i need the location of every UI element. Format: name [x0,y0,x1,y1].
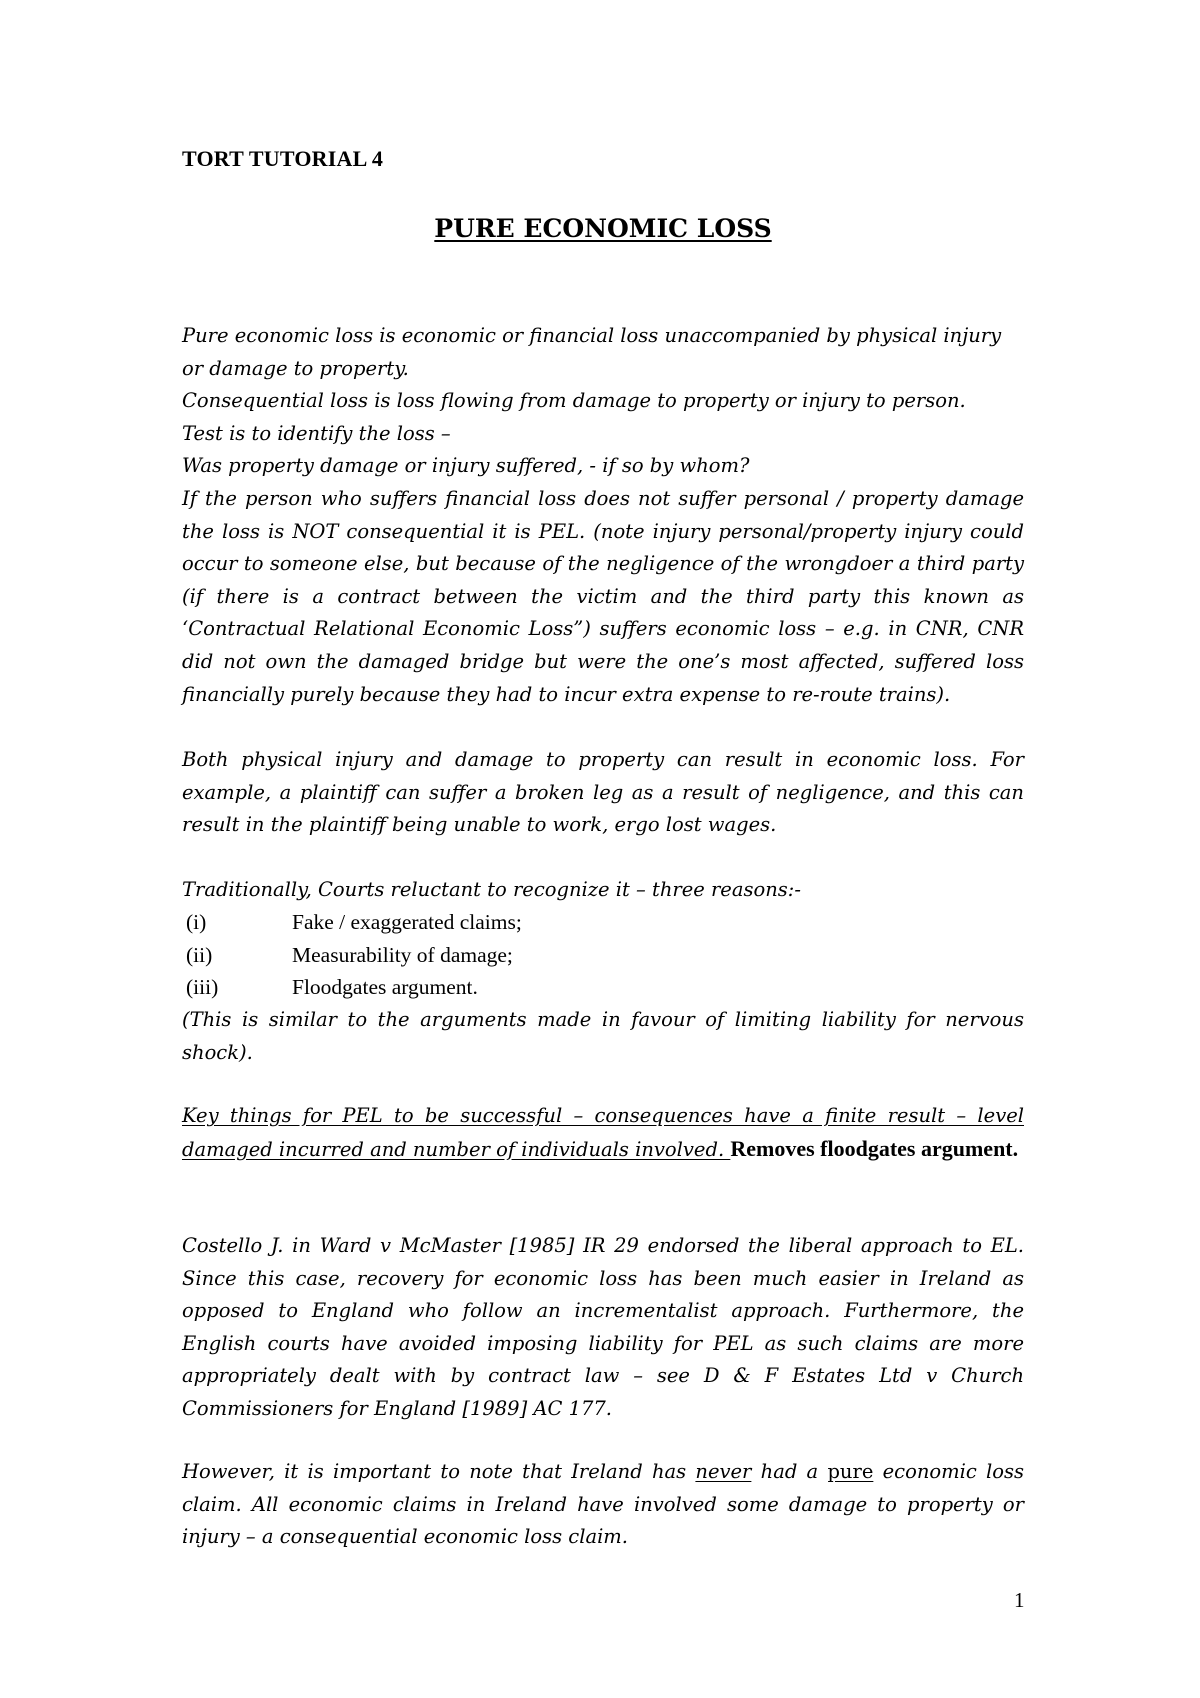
list-item [182,939,1024,972]
list-item [182,971,1024,1004]
costello-paragraph: Costello J. in Ward v McMaster [1985] IR 29 endorsed the liberal approach to EL. Since this case, recovery for economic loss has been much easier in Ireland as opposed to England who follow an incrementalist approach. Furthermore, the English courts have avoided imposing liability for PEL as such claims are more appropriately dealt with by contract law – see D & F Estates Ltd v Church Commissioners for England [1989] AC 177. [182,1234,1024,1420]
list-item-text: Measurability of damage; [292,942,513,967]
however-paragraph [182,1456,1024,1554]
list-item-text: Fake / exaggerated claims; [292,910,522,934]
key-things-block [182,1100,1024,1166]
tutorial-header: TORT TUTORIAL 4 [182,146,384,171]
however-pure: pure [827,1460,874,1483]
intro-line-1: Pure economic loss is economic or financial loss unaccompanied by physical injury [182,324,1002,347]
however-part-3: economic loss claim. All economic claims in Ireland have involved some damage to property or injury – a consequential economic loss claim. [182,1460,1025,1549]
key-things-bold: Removes floodgates argument. [730,1135,1019,1161]
list-item-number: (iii) [186,975,219,1000]
both-paragraph-block [182,744,1024,842]
however-block [182,1456,1024,1554]
however-part-2: had a [751,1460,828,1483]
list-item-text: Floodgates argument. [292,975,478,1000]
page-number: 1 [1014,1588,1025,1612]
intro-paragraph: If the person who suffers financial loss does not suffer personal / property damage the loss is NOT consequential it is PEL. (note injury personal/property injury could occur to someone else, but because of the negligence of the wrongdoer a third party (if there is a contract between the victim and the third party this known as ‘Contractual Relational Economic Loss”) suffers economic loss – e.g. in CNR, CNR did not own the damaged bridge but were the one’s most affected, suffered loss financially purely because they had to incur extra expense to re-route trains). [182,486,1024,706]
list-item [182,906,1024,939]
key-things-underlined: Key things for PEL to be successful – consequences have a finite result – level damaged incurred and number of individuals involved. [182,1104,1024,1161]
page-title: PURE ECONOMIC LOSS [434,214,772,243]
intro-line-5: Was property damage or injury suffered, - if so by whom? [182,454,750,478]
however-never: never [695,1460,752,1483]
intro-line-3: Consequential loss is loss flowing from damage to property or injury to person. [182,389,966,413]
reasons-note-block [182,1004,1024,1069]
list-item-number: (ii) [186,942,213,967]
list-item-number: (i) [186,910,207,934]
intro-line-2: or damage to property. [182,356,409,380]
intro-section [182,320,1024,711]
costello-block [182,1230,1024,1426]
reasons-lead: Traditionally, Courts reluctant to recognize it – three reasons:- [182,878,801,901]
reasons-lead-block [182,874,1024,907]
both-paragraph: Both physical injury and damage to property can result in economic loss. For example, a plaintiff can suffer a broken leg as a result of negligence, and this can result in the plaintiff being unable to work, ergo lost wages. [182,748,1024,837]
key-things-paragraph [182,1100,1024,1166]
reasons-list [182,906,1024,1004]
however-part-1: However, it is important to note that Ireland has [182,1460,696,1483]
reasons-note: (This is similar to the arguments made in favour of limiting liability for nervous shock). [182,1008,1024,1064]
intro-line-4: Test is to identify the loss – [182,421,451,445]
